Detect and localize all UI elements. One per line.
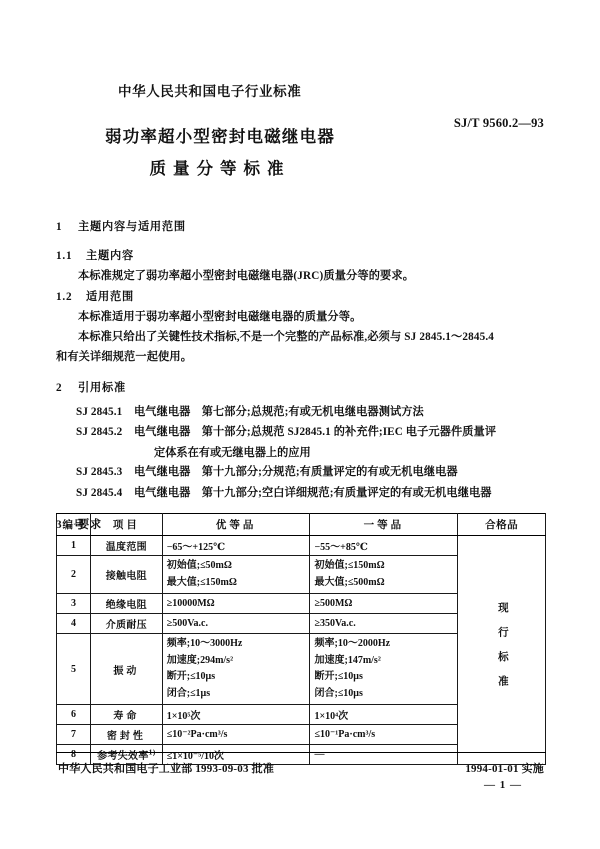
section-1-2-number: 1.2 (56, 290, 73, 303)
table-row (57, 536, 546, 556)
cell-item-label: 参考失效率$^{1)}$ (97, 747, 156, 762)
cell-excellent (162, 634, 310, 705)
document-title-main: 弱功率超小型密封电磁继电器 (104, 127, 336, 146)
column-header-no: 编号 (57, 514, 91, 536)
cell-no: 6 (57, 705, 91, 725)
section-1-1-paragraph: 本标准规定了弱功率超小型密封电磁继电器(JRC)质量分等的要求。 (78, 270, 415, 283)
cell-pass-merged (458, 536, 546, 765)
reference-code: SJ 2845.2 (76, 426, 123, 439)
cell-item: 温度范围 (90, 536, 162, 556)
cell-line: 最大值;≤500mΩ (314, 576, 385, 588)
reference-text: 电气继电器 第十九部分;分规范;有质量评定的有或无机电继电器 (134, 466, 458, 479)
reference-standards-list (56, 403, 548, 504)
table-header (57, 514, 546, 536)
reference-code: SJ 2845.4 (76, 486, 123, 499)
standard-organization: 中华人民共和国电子行业标准 (118, 84, 302, 99)
cell-line: 加速度;294m/s² (166, 654, 234, 666)
cell-line: 闭合;≤1μs (166, 687, 211, 699)
standard-code: SJ/T 9560.2—93 (453, 116, 544, 130)
document-title-sub: 质量分等标准 (149, 159, 291, 178)
column-header-first: 一等品 (310, 514, 458, 536)
column-header-item: 项目 (90, 514, 162, 536)
footer-effective-date: 1994-01-01 实施 (465, 763, 544, 775)
cell-line: 初始值;≤50mΩ (166, 560, 232, 571)
cell-line: 闭合;≤10μs (314, 687, 363, 699)
reference-text: 电气继电器 第十九部分;空白详细规范;有质量评定的有或无机电继电器 (134, 486, 492, 499)
cell-line: 频率;10～2000Hz (314, 638, 391, 649)
cell-first: 1×10⁴次 (310, 705, 458, 725)
reference-text: 电气继电器 第七部分;总规范;有或无机电继电器测试方法 (134, 405, 424, 418)
cell-first (310, 634, 458, 705)
cell-item: 密封性 (90, 725, 162, 745)
list-item (56, 484, 548, 503)
section-1-1-number: 1.1 (56, 250, 73, 263)
cell-line: 初始值;≤150mΩ (314, 560, 385, 571)
section-1-2-paragraph-1: 本标准适用于弱功率超小型密封电磁继电器的质量分等。 (78, 310, 362, 323)
section-2-heading (56, 379, 548, 398)
section-1-1-heading (56, 247, 548, 266)
reference-text-continued: 定体系在有或无继电器上的应用 (154, 447, 311, 460)
section-1-2-title: 适用范围 (86, 290, 134, 303)
cell-excellent: −65～+125℃ (162, 536, 310, 556)
cell-item: 振动 (90, 634, 162, 705)
section-1-number: 1 (56, 221, 63, 233)
table-body (57, 536, 546, 765)
cell-line: 频率;10～3000Hz (166, 638, 243, 649)
section-3-number: 3 (56, 518, 63, 531)
list-item (56, 463, 548, 482)
document-body (56, 218, 548, 535)
list-item (56, 423, 548, 442)
cell-line: 断开;≤10μs (314, 671, 363, 682)
cell-excellent: 1×10⁵次 (162, 705, 310, 725)
reference-text: 电气继电器 第十部分;总规范 SJ2845.1 的补充件;IEC 电子元器件质量评 (134, 426, 497, 439)
section-1-1-title: 主题内容 (86, 250, 134, 263)
cell-first (310, 556, 458, 594)
cell-no: 8 (57, 745, 91, 765)
requirements-table (56, 513, 546, 765)
cell-no: 1 (57, 536, 91, 556)
requirements-table-wrapper (56, 513, 546, 765)
column-header-excellent: 优等品 (162, 514, 310, 536)
cell-no: 4 (57, 614, 91, 634)
cell-item: 介质耐压 (90, 614, 162, 634)
cell-line: 加速度;147m/s² (314, 654, 381, 666)
cell-first: −55～+85℃ (310, 536, 458, 556)
cell-no: 7 (57, 725, 91, 745)
section-1-heading (56, 218, 548, 237)
cell-item: 绝缘电阻 (90, 594, 162, 614)
reference-code: SJ 2845.3 (76, 466, 123, 479)
table-header-row (57, 514, 546, 536)
column-header-pass: 合格品 (458, 514, 546, 536)
section-2-title: 引用标准 (78, 382, 126, 395)
section-1-2-paragraph-2-continued: 和有关详细规范一起使用。 (56, 351, 193, 364)
cell-item: 寿命 (90, 705, 162, 725)
cell-first: ≤10⁻¹Pa·cm³/s (310, 725, 458, 745)
page-number: — 1 — (484, 779, 522, 791)
cell-line: 最大值;≤150mΩ (166, 576, 237, 588)
cell-first: ≥500MΩ (310, 594, 458, 614)
footer-divider (56, 752, 546, 753)
cell-excellent: ≤1×10⁻⁵/10次 (162, 745, 310, 765)
cell-excellent: ≥10000MΩ (162, 594, 310, 614)
pass-column-vertical-label: 现行标准 (496, 601, 508, 700)
section-2-number: 2 (56, 382, 63, 395)
reference-code: SJ 2845.1 (76, 405, 123, 418)
cell-no: 2 (57, 556, 91, 594)
list-item (56, 403, 548, 422)
cell-line: 断开;≤10μs (166, 671, 216, 682)
section-3-title: 要求 (78, 518, 102, 531)
cell-first: ≥350Va.c. (310, 614, 458, 634)
cell-excellent (162, 556, 310, 594)
cell-no: 5 (57, 634, 91, 705)
cell-excellent: ≥500Va.c. (162, 614, 310, 634)
section-1-2-heading (56, 288, 548, 307)
cell-no: 3 (57, 594, 91, 614)
section-1-2-paragraph-2: 本标准只给出了关键性技术指标,不是一个完整的产品标准,必须与 SJ 2845.1～2845.4 (78, 331, 495, 344)
footer-approval: 中华人民共和国电子工业部 1993-09-03 批准 (58, 763, 275, 775)
cell-first: — (310, 745, 458, 765)
cell-excellent: ≤10⁻²Pa·cm³/s (162, 725, 310, 745)
cell-item: 接触电阻 (90, 556, 162, 594)
section-1-title: 主题内容与适用范围 (78, 221, 186, 233)
